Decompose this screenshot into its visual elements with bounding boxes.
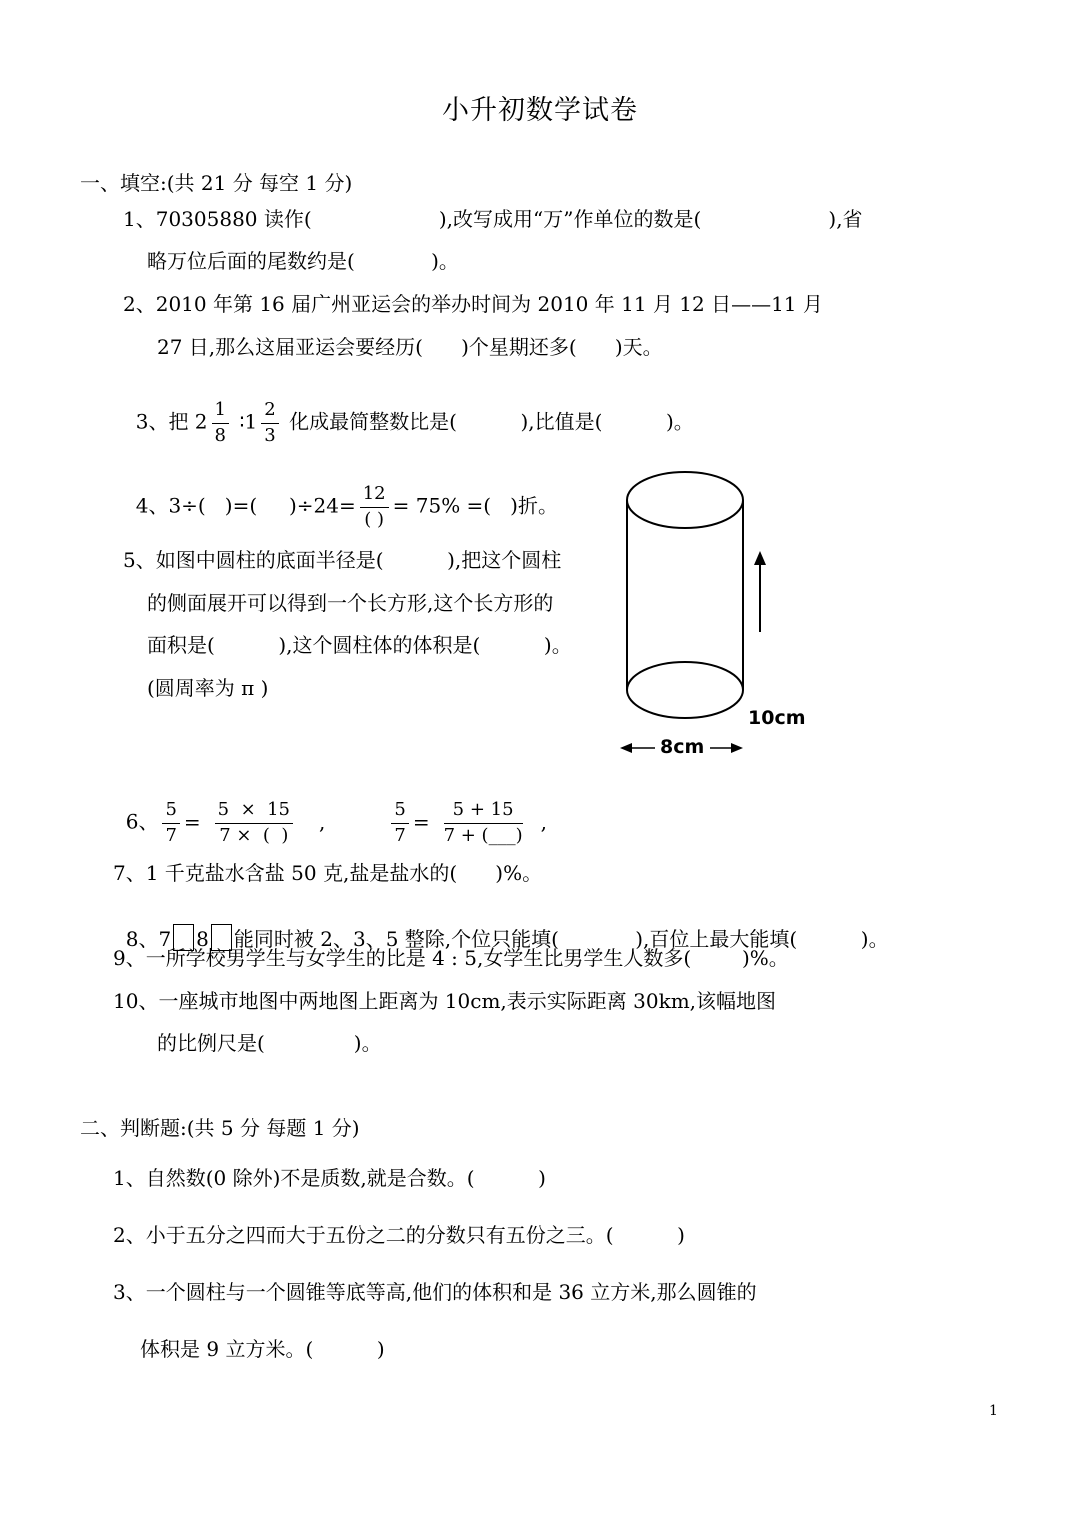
q4-fraction-denominator: ( ) [364, 508, 385, 530]
q6-fraction-d-numerator: 5 + 15 [444, 800, 523, 824]
cylinder-bottom-ellipse [627, 662, 743, 718]
q6-fraction-d [444, 800, 523, 846]
q6-fraction-c-denominator: 7 [394, 824, 406, 846]
q6-fraction-b [215, 800, 293, 846]
q5-line4: (圆周率为 π ) [147, 676, 269, 700]
q1-line1: 1、70305880 读作( ),改写成用“万”作单位的数是( ),省 [123, 207, 863, 231]
q10-line1: 10、一座城市地图中两地图上距离为 10cm,表示实际距离 30km,该幅地图 [113, 989, 777, 1013]
q5-line3: 面积是( ),这个圆柱体的体积是( )。 [147, 633, 572, 657]
q3-prefix: 3、把 2 [135, 409, 208, 434]
q8-part1: 8、7 [125, 927, 172, 951]
section1-heading: 一、填空:(共 21 分 每空 1 分) [80, 171, 353, 195]
judge-q1: 1、自然数(0 除外)不是质数,就是合数。( ) [113, 1166, 546, 1190]
page-title: 小升初数学试卷 [442, 95, 638, 126]
q3-fraction-1-denominator: 8 [214, 424, 226, 446]
height-arrow-head [754, 551, 766, 565]
q6-comma-2: , [540, 809, 547, 834]
q6-fraction-a [162, 800, 179, 846]
page-number: 1 [989, 1403, 998, 1419]
q6-fraction-d-denominator: 7 + (___) [443, 824, 523, 846]
width-arrow-right-head [731, 743, 743, 753]
q3-mid: ∶1 [232, 409, 258, 434]
q6-fraction-b-denominator: 7 × ( ) [219, 824, 289, 846]
q3-fraction-1 [212, 400, 229, 446]
q6 [113, 776, 547, 846]
q4 [123, 460, 558, 530]
q1-line2: 略万位后面的尾数约是( )。 [147, 249, 459, 273]
q6-fraction-b-numerator: 5 × 15 [215, 800, 293, 824]
q2-line2: 27 日,那么这届亚运会要经历( )个星期还多( )天。 [157, 335, 663, 359]
height-label: 10cm [748, 707, 806, 729]
q3 [123, 376, 694, 446]
q4-suffix: = 75% =( )折。 [392, 493, 558, 518]
q3-fraction-2 [261, 400, 278, 446]
judge-q3-line2: 体积是 9 立方米。( ) [140, 1337, 385, 1361]
cylinder-top-ellipse [627, 472, 743, 528]
q8-part2: 8 [196, 927, 209, 951]
section2-heading: 二、判断题:(共 5 分 每题 1 分) [80, 1116, 360, 1140]
q9: 9、一所学校男学生与女学生的比是 4 : 5,女学生比男学生人数多( )%。 [113, 946, 789, 970]
q6-label: 6、 [125, 809, 159, 834]
q8-part3: 能同时被 2、3、5 整除,个位只能填( ),百位上最大能填( )。 [233, 927, 889, 951]
q3-fraction-2-denominator: 3 [264, 424, 276, 446]
q6-fraction-a-denominator: 7 [165, 824, 177, 846]
judge-q3-line1: 3、一个圆柱与一个圆锥等底等高,他们的体积和是 36 立方米,那么圆锥的 [113, 1280, 757, 1304]
width-arrow-left-head [620, 743, 632, 753]
judge-q2: 2、小于五分之四而大于五份之二的分数只有五份之三。( ) [113, 1223, 685, 1247]
q3-fraction-1-numerator: 1 [212, 400, 229, 424]
q4-prefix: 4、3÷( )=( )÷24= [135, 493, 356, 518]
q3-fraction-2-numerator: 2 [261, 400, 278, 424]
width-label: 8cm [660, 736, 705, 758]
q3-suffix: 化成最简整数比是( ),比值是( )。 [282, 409, 694, 434]
q6-fraction-a-numerator: 5 [162, 800, 179, 824]
q6-fraction-c-numerator: 5 [391, 800, 408, 824]
q6-equals-2: = [412, 809, 430, 834]
q6-equals-1: = [183, 809, 201, 834]
q2-line1: 2、2010 年第 16 届广州亚运会的举办时间为 2010 年 11 月 12 日——11 月 [123, 292, 823, 316]
q10-line2: 的比例尺是( )。 [157, 1031, 382, 1055]
q7: 7、1 千克盐水含盐 50 克,盐是盐水的( )%。 [113, 861, 543, 885]
q5-line1: 5、如图中圆柱的底面半径是( ),把这个圆柱 [123, 548, 562, 572]
q4-fraction-numerator: 12 [360, 484, 389, 508]
q6-comma-1: , [319, 809, 326, 834]
q5-line2: 的侧面展开可以得到一个长方形,这个长方形的 [147, 591, 554, 615]
q4-fraction [360, 484, 389, 530]
q6-fraction-c [391, 800, 408, 846]
